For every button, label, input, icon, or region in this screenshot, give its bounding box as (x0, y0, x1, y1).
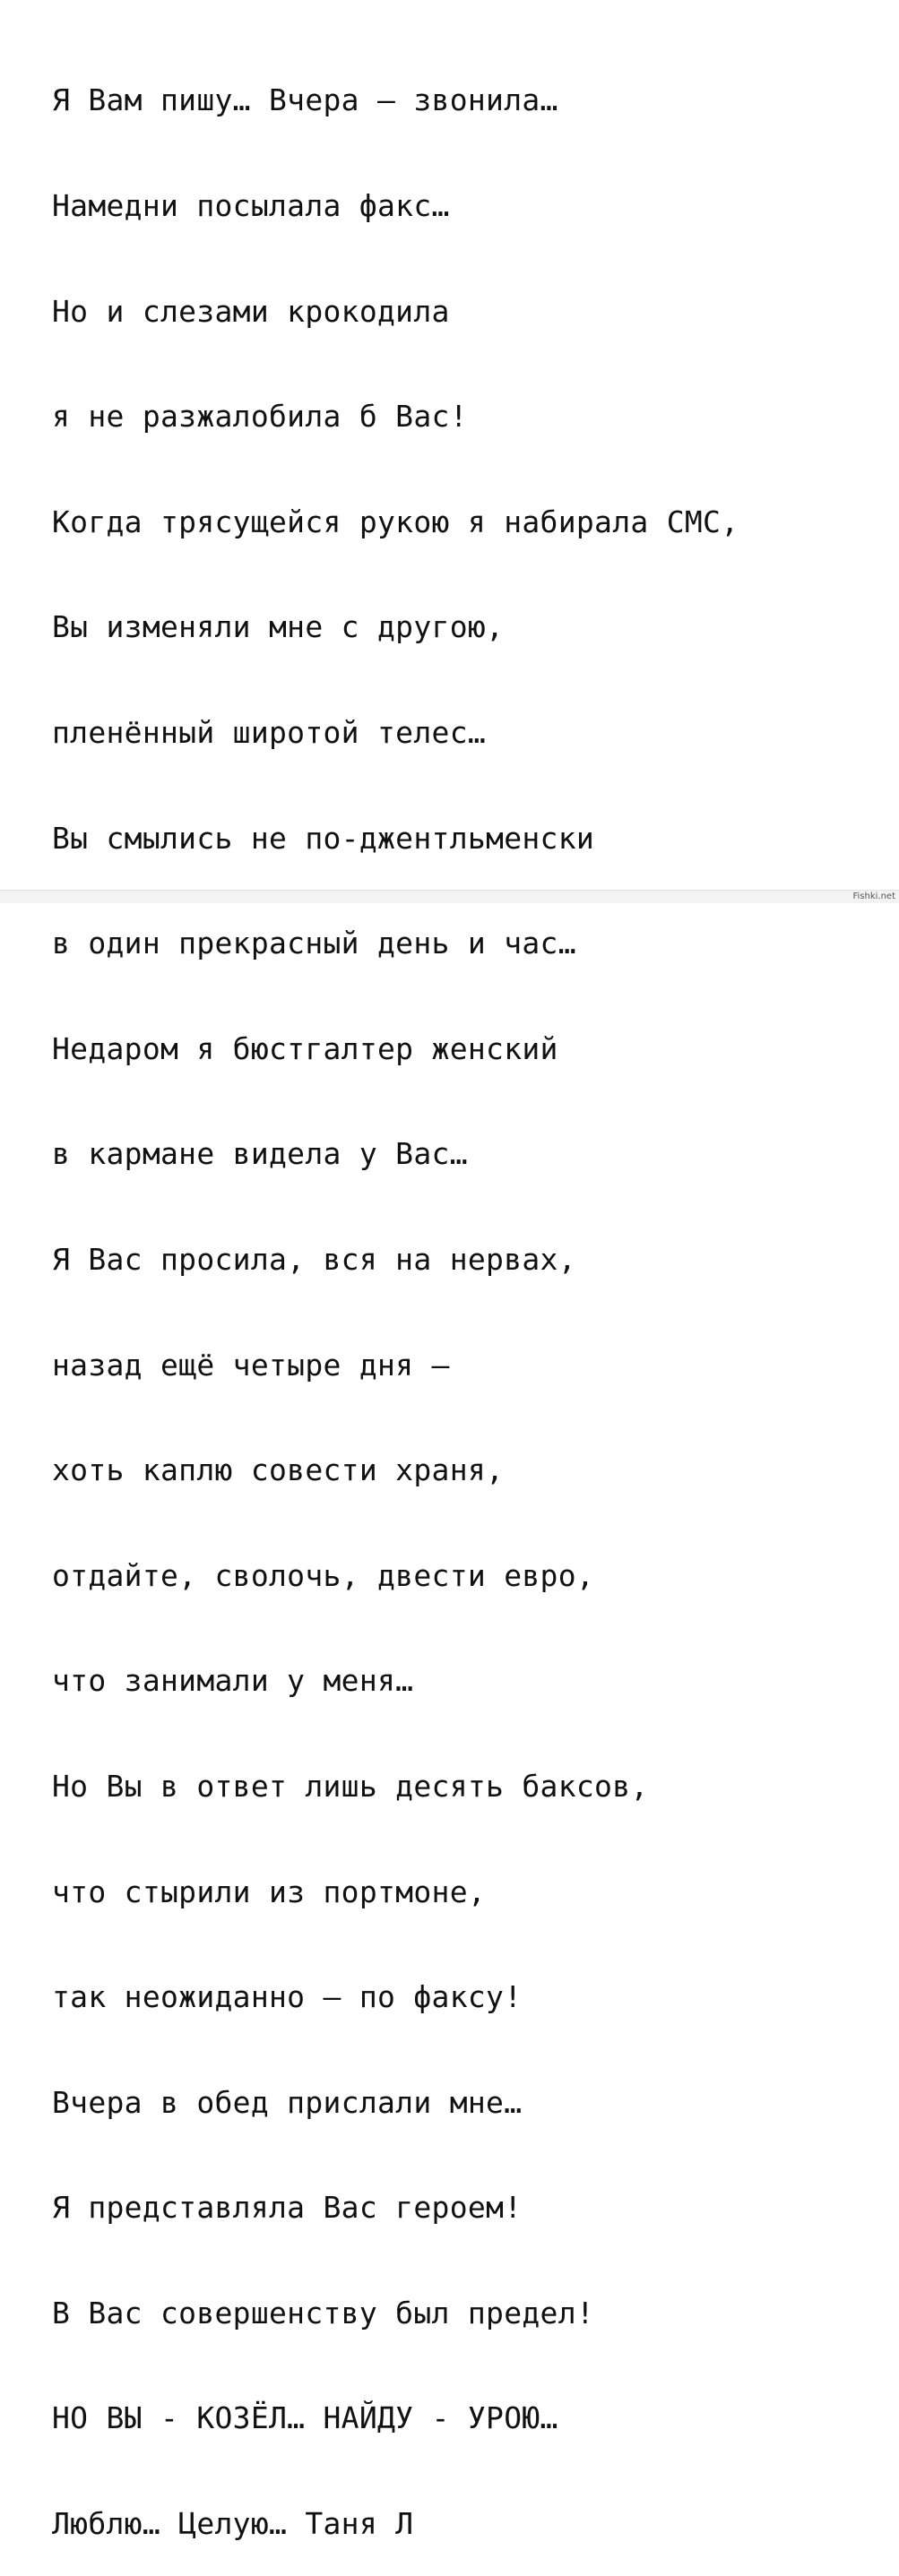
poem-line: Но Вы в ответ лишь десять баксов, (52, 1768, 649, 1804)
poem-line: Вчера в обед прислали мне… (52, 2084, 523, 2120)
watermark-bar (0, 890, 899, 903)
poem-line: в один прекрасный день и час… (52, 926, 576, 961)
poem-line: пленённый широтой телес… (52, 714, 487, 750)
poem-line: отдайте, сволочь, двести евро, (52, 1557, 595, 1593)
poem-line: Я представляла Вас героем! (52, 2190, 523, 2226)
poem-line: Вы изменяли мне с другою, (52, 609, 505, 645)
poem-line: Люблю… Целую… Таня Л (52, 2506, 414, 2542)
poem-line: что стырили из портмоне, (52, 1874, 487, 1909)
poem-line: Намедни посылала факс… (52, 188, 450, 223)
poem-line: я не разжалобила б Вас! (52, 399, 468, 435)
poem-line: Я Вас просила, вся на нервах, (52, 1241, 576, 1277)
poem-line: Но и слезами крокодила (52, 293, 450, 329)
poem-line: в кармане видела у Вас… (52, 1136, 468, 1172)
poem-line: Вы смылись не по-джентльменски (52, 820, 595, 856)
poem-line: Недаром я бюстгалтер женский (52, 1030, 558, 1066)
poem-line: Когда трясущейся рукою я набирала СМС, (52, 504, 739, 539)
poem-line: назад ещё четыре дня – (52, 1347, 450, 1383)
poem-line: В Вас совершенству был предел! (52, 2295, 595, 2330)
watermark-text: Fishki.net (852, 892, 895, 901)
poem-line: что занимали у меня… (52, 1663, 414, 1699)
poem-line: Я Вам пишу… Вчера – звонила… (52, 82, 558, 118)
poem-line: НО ВЫ - КОЗЁЛ… НАЙДУ - УРОЮ… (52, 2400, 558, 2436)
poem-line: так неожиданно – по факсу! (52, 1979, 523, 2015)
poem-line: хоть каплю совести храня, (52, 1452, 505, 1488)
poem-text (52, 13, 739, 2576)
